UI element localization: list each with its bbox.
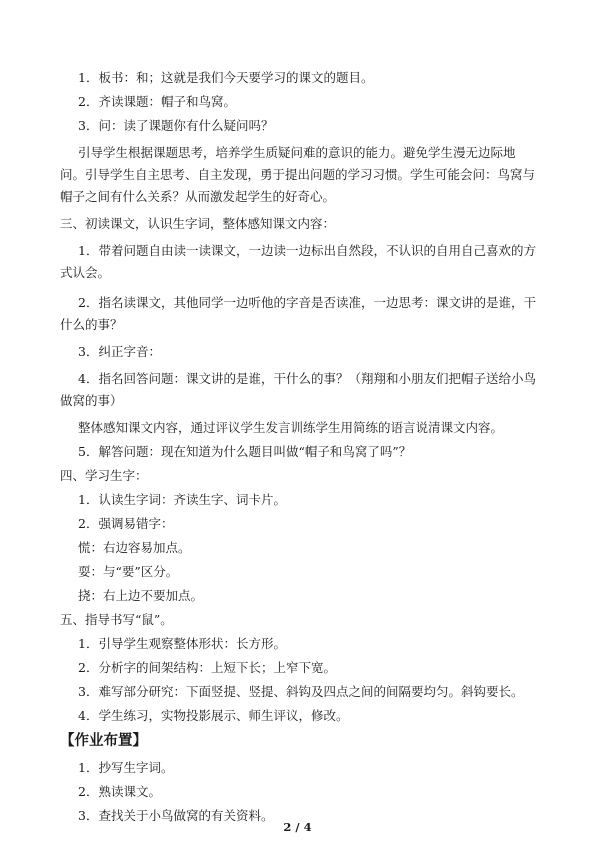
list-item: 耍：与“要”区分。 [78,564,179,579]
list-item: 4．学生练习，实物投影展示、师生评议，修改。 [78,708,349,723]
list-item: 1．认读生字词：齐读生字、词卡片。 [78,492,286,507]
step-item: 2．齐读课题：帽子和鸟窝。 [78,94,236,109]
homework-item: 3．查找关于小鸟做窝的有关资料。 [78,808,274,823]
homework-item: 1．抄写生字词。 [78,760,174,775]
list-item: 慌：右边容易加点。 [78,540,191,555]
list-item: 2．分析字的间架结构：上短下长；上窄下宽。 [78,660,336,675]
homework-heading: 【作业布置】 [60,733,147,749]
list-item: 挠：右上边不要加点。 [78,588,204,603]
teaching-note-paragraph: 引导学生根据课题思考，培养学生质疑问难的意识的能力。避免学生漫无边际地问。引导学生自主思考、自主发现，勇于提出问题的学习习惯。学生可能会问：鸟窝与帽子之间有什么关系？从而激发起学生的好奇心。 [60,145,536,204]
step-item: 1．板书：和；这就是我们今天要学习的课文的题目。 [78,70,374,85]
step-item: 1．带着问题自由读一读课文，一边读一边标出自然段，不认识的自用自己喜欢的方式认会。 [60,243,536,280]
section-heading: 三、初读课文，认识生字词，整体感知课文内容： [60,216,336,231]
list-item: 1．引导学生观察整体形状：长方形。 [78,636,286,651]
step-item: 2．指名读课文，其他同学一边听他的字音是否读准，一边思考：课文讲的是谁，干什么的事？ [60,295,536,332]
homework-item: 2．熟读课文。 [78,784,161,799]
section-heading: 五、指导书写“鼠”。 [60,612,173,627]
step-item: 5．解答问题：现在知道为什么题目叫做“帽子和鸟窝了吗”？ [78,444,412,459]
step-item: 4．指名回答问题：课文讲的是谁，干什么的事？（翔翔和小朋友们把帽子送给小鸟做窝的事） [60,371,536,408]
list-item: 2．强调易错字： [78,516,174,531]
step-item: 3．纠正字音： [78,344,161,359]
step-item: 3．问：读了课题你有什么疑问吗？ [78,118,274,133]
list-item: 3．难写部分研究：下面竖提、竖提、斜钩及四点之间的间隔要均匀。斜钩要长。 [78,684,524,699]
teaching-note-line: 整体感知课文内容，通过评议学生发言训练学生用简练的语言说清课文内容。 [78,420,504,435]
page-number: 2 / 4 [283,820,312,834]
section-heading: 四、学习生字： [60,468,148,483]
